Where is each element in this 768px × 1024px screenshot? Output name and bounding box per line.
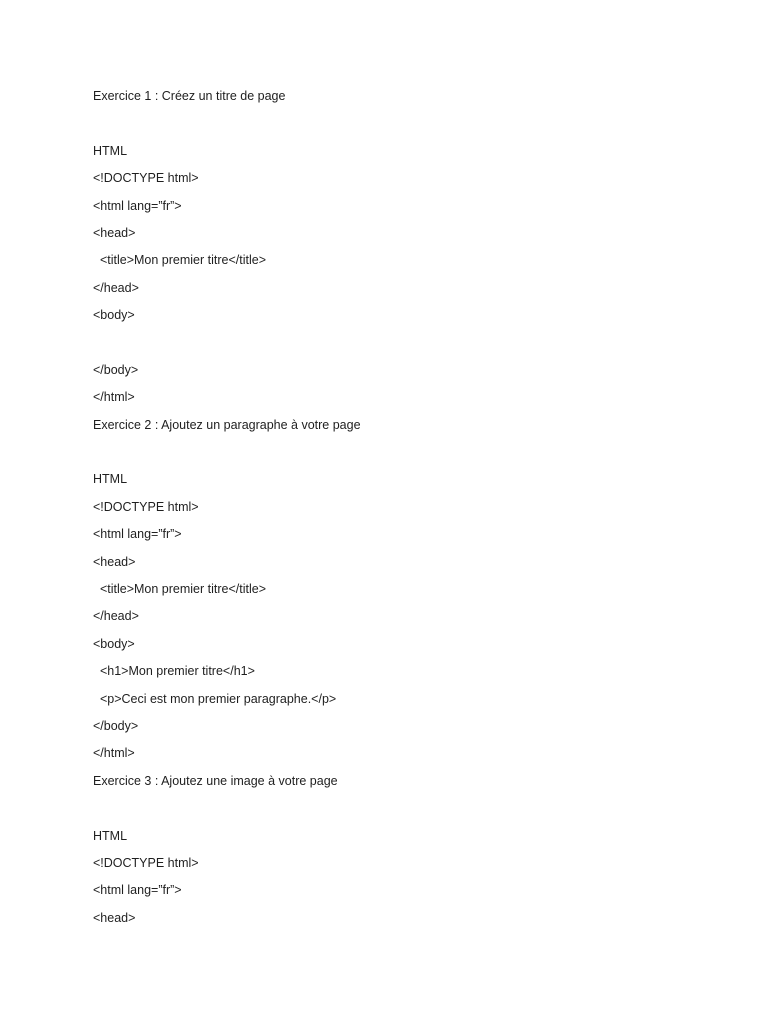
code-line: <h1>Mon premier titre</h1> (93, 664, 255, 679)
code-line: <p>Ceci est mon premier paragraphe.</p> (93, 691, 337, 706)
code-line: <head> (93, 225, 136, 240)
exercise-3-heading: Exercice 3 : Ajoutez une image à votre page (93, 773, 338, 788)
code-language-label: HTML (93, 472, 128, 487)
code-line: </html> (93, 390, 135, 405)
code-line: </html> (93, 746, 135, 761)
code-line: </body> (93, 718, 139, 733)
code-language-label: HTML (93, 828, 128, 843)
code-line: </head> (93, 280, 139, 295)
document-body (93, 86, 693, 935)
code-line: <head> (93, 910, 136, 925)
blank-line (93, 798, 693, 825)
exercise-1-heading: Exercice 1 : Créez un titre de page (93, 89, 286, 103)
code-line: <html lang=”fr”> (93, 883, 182, 898)
code-line: </body> (93, 362, 139, 377)
code-line: <title>Mon premier titre</title> (93, 253, 266, 268)
code-line: <!DOCTYPE html> (93, 499, 199, 514)
code-line: <title>Mon premier titre</title> (93, 582, 266, 597)
blank-line (93, 113, 693, 140)
blank-line (93, 442, 693, 469)
code-language-label: HTML (93, 143, 128, 158)
code-line: <!DOCTYPE html> (93, 855, 199, 870)
code-line: <body> (93, 308, 135, 323)
code-line: <body> (93, 636, 135, 651)
code-line: </head> (93, 609, 139, 624)
blank-line (93, 333, 693, 360)
code-line: <head> (93, 554, 136, 569)
code-line: <!DOCTYPE html> (93, 171, 199, 186)
code-line: <html lang=”fr”> (93, 198, 182, 213)
code-line: <html lang=”fr”> (93, 527, 182, 542)
exercise-2-heading: Exercice 2 : Ajoutez un paragraphe à votre page (93, 417, 361, 432)
